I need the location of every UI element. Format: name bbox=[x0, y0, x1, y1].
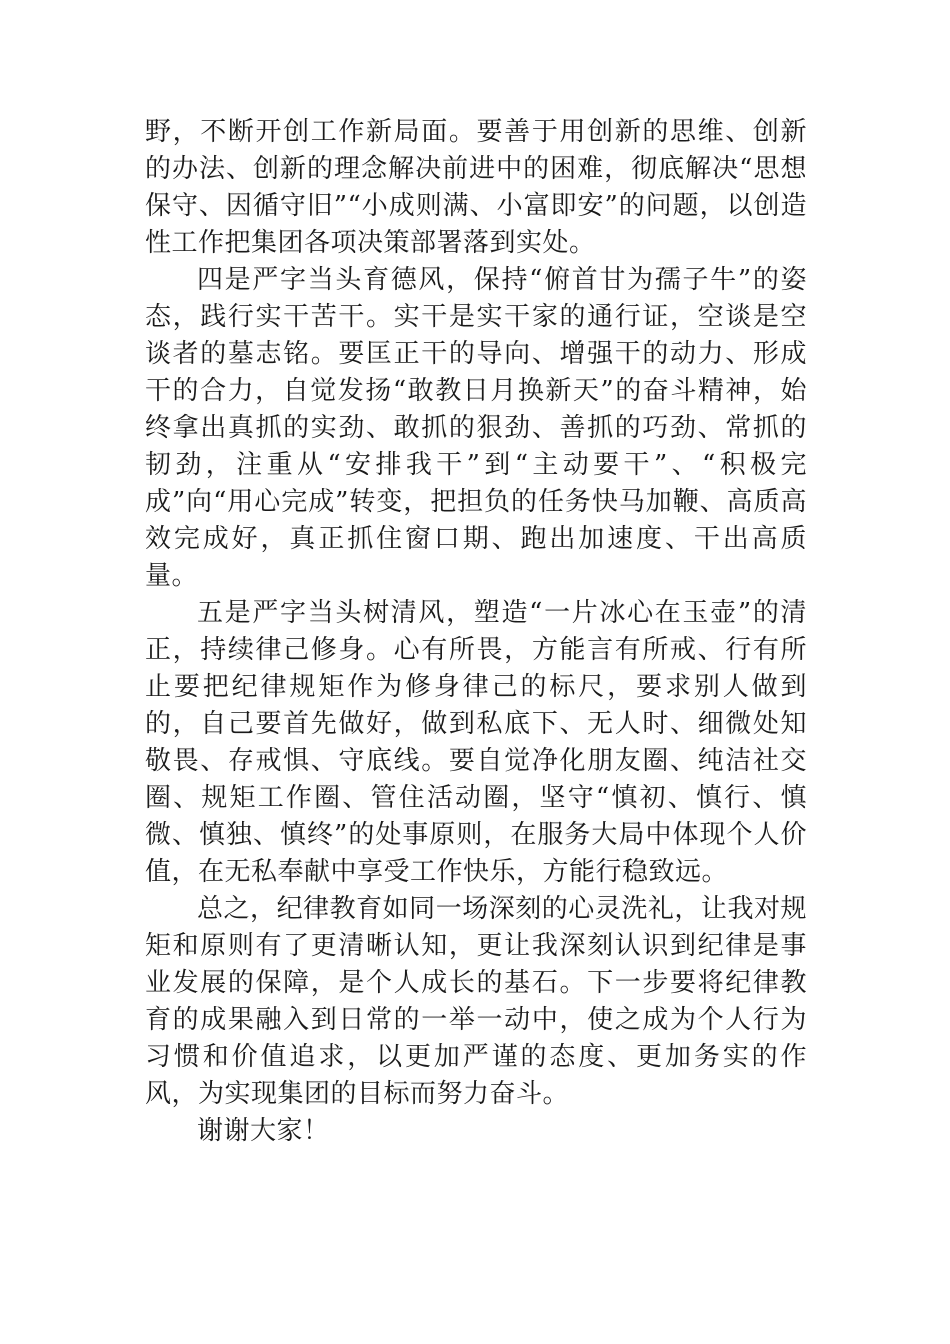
paragraph-closing-thanks: 谢谢大家！ bbox=[197, 1116, 330, 1146]
paragraph-point-four: 四是严字当头育德风，保持“俯首甘为孺子牛”的姿态，践行实干苦干。实干是实干家的通行证，空谈是空谈者的墓志铭。要匡正干的导向、增强干的动力、形成干的合力，自觉发扬“敢教日月换新天”的奋斗精神，始终拿出真抓的实劲、敢抓的狠劲、善抓的巧劲、常抓的韧劲，注重从“安排我干”到“主动要干”、“积极完成”向“用心完成”转变，把担负的任务快马加鞭、高质高效完成好，真正抓住窗口期、跑出加速度、干出高质量。 bbox=[145, 265, 807, 591]
document-body bbox=[145, 114, 807, 1150]
paragraph-point-five: 五是严字当头树清风，塑造“一片冰心在玉壶”的清正，持续律己修身。心有所畏，方能言有所戒、行有所止要把纪律规矩作为修身律己的标尺，要求别人做到的，自己要首先做好，做到私底下、无人时、细微处知敬畏、存戒惧、守底线。要自觉净化朋友圈、纯洁社交圈、规矩工作圈、管住活动圈，坚守“慎初、慎行、慎微、慎独、慎终”的处事原则，在服务大局中体现个人价值，在无私奉献中享受工作快乐，方能行稳致远。 bbox=[145, 598, 807, 887]
paragraph-conclusion: 总之，纪律教育如同一场深刻的心灵洗礼，让我对规矩和原则有了更清晰认知，更让我深刻认识到纪律是事业发展的保障，是个人成长的基石。下一步要将纪律教育的成果融入到日常的一举一动中，使之成为个人行为习惯和价值追求，以更加严谨的态度、更加务实的作风，为实现集团的目标而努力奋斗。 bbox=[145, 894, 807, 1109]
paragraph-continuation: 野，不断开创工作新局面。要善于用创新的思维、创新的办法、创新的理念解决前进中的困难，彻底解决“思想保守、因循守旧”“小成则满、小富即安”的问题，以创造性工作把集团各项决策部署落到实处。 bbox=[145, 117, 807, 258]
